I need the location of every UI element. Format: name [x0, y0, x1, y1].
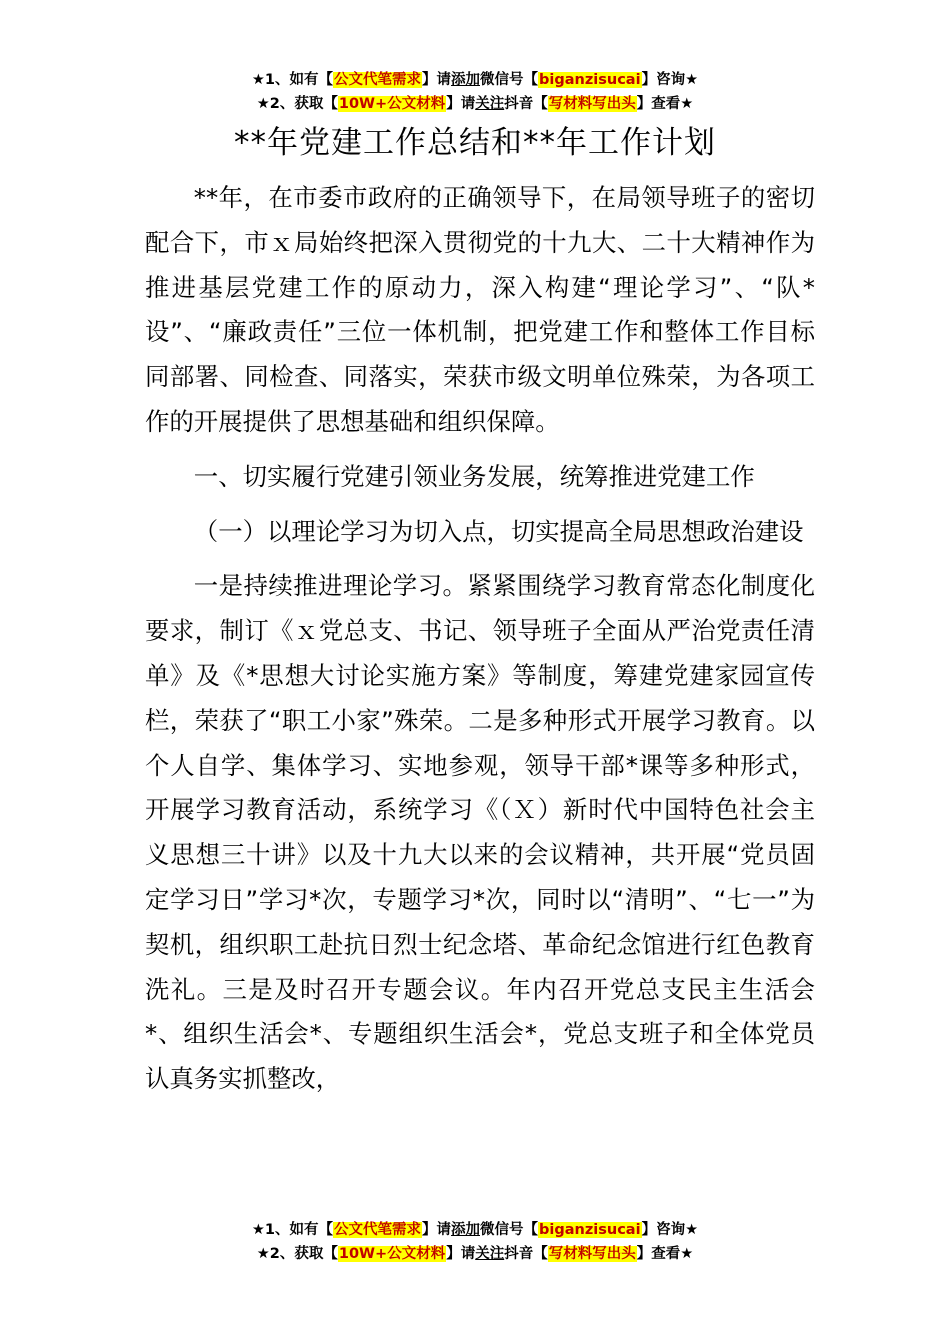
banner-underline: 添加 — [451, 72, 481, 88]
document-body — [145, 176, 815, 1102]
banner-highlight: 公文代笔需求 — [334, 1222, 422, 1238]
banner-highlight: 写材料写出头 — [548, 96, 636, 112]
banner-text: 】咨询★ — [641, 1222, 699, 1238]
banner-line-2 — [0, 92, 950, 116]
banner-text: ★1、如有【 — [251, 1222, 334, 1238]
banner-underline: 关注 — [475, 1246, 505, 1262]
footer-banner — [0, 1218, 950, 1266]
banner-text: 】查看★ — [636, 96, 694, 112]
banner-text: 】请 — [422, 1222, 452, 1238]
section-heading: 一、切实履行党建引领业务发展，统筹推进党建工作 — [193, 461, 755, 491]
subsection-heading: （一）以理论学习为切入点，切实提高全局思想政治建设 — [193, 516, 804, 546]
banner-line-1 — [0, 68, 950, 92]
banner-text: ★1、如有【 — [251, 72, 334, 88]
banner-text: ★2、获取【 — [256, 1246, 338, 1262]
banner-text: 抖音【 — [504, 96, 548, 112]
banner-highlight: 10W+公文材料 — [338, 1246, 446, 1262]
banner-text: 微信号【 — [480, 1222, 539, 1238]
banner-highlight: biganzisucai — [539, 72, 641, 88]
banner-text: 】请 — [446, 1246, 476, 1262]
banner-text: 抖音【 — [504, 1246, 548, 1262]
banner-highlight: 公文代笔需求 — [334, 72, 422, 88]
banner-text: 】请 — [422, 72, 452, 88]
banner-line-1 — [0, 1218, 950, 1242]
banner-text: ★2、获取【 — [256, 96, 338, 112]
document-title: **年党建工作总结和**年工作计划 — [234, 125, 716, 161]
banner-highlight: 写材料写出头 — [548, 1246, 636, 1262]
banner-text: 】请 — [446, 96, 476, 112]
paragraph: **年，在市委市政府的正确领导下，在局领导班子的密切配合下，市ｘ局始终把深入贯彻党的十九大、二十大精神作为推进基层党建工作的原动力，深入构建“理论学习”、“队*设”、“廉政责任”三位一体机制，把党建工作和整体工作目标同部署、同检查、同落实，荣获市级文明单位殊荣，为各项工作的开展提供了思想基础和组织保障。 — [145, 183, 815, 436]
banner-text: 】咨询★ — [641, 72, 699, 88]
banner-underline: 关注 — [475, 96, 505, 112]
banner-highlight: 10W+公文材料 — [338, 96, 446, 112]
banner-text: 微信号【 — [480, 72, 539, 88]
banner-highlight: biganzisucai — [539, 1222, 641, 1238]
banner-line-2 — [0, 1242, 950, 1266]
paragraph: 一是持续推进理论学习。紧紧围绕学习教育常态化制度化要求，制订《ｘ党总支、书记、领导班子全面从严治党责任清单》及《*思想大讨论实施方案》等制度，筹建党建家园宣传栏，荣获了“职工小家”殊荣。二是多种形式开展学习教育。以个人自学、集体学习、实地参观，领导干部*课等多种形式，开展学习教育活动，系统学习《（Ｘ）新时代中国特色社会主义思想三十讲》以及十九大以来的会议精神，共开展“党员固定学习日”学习*次，专题学习*次，同时以“清明”、“七一”为契机，组织职工赴抗日烈士纪念塔、革命纪念馆进行红色教育洗礼。三是及时召开专题会议。年内召开党总支民主生活会*、组织生活会*、专题组织生活会*，党总支班子和全体党员认真务实抓整改， — [145, 571, 815, 1094]
header-banner — [0, 68, 950, 116]
banner-underline: 添加 — [451, 1222, 481, 1238]
banner-text: 】查看★ — [636, 1246, 694, 1262]
